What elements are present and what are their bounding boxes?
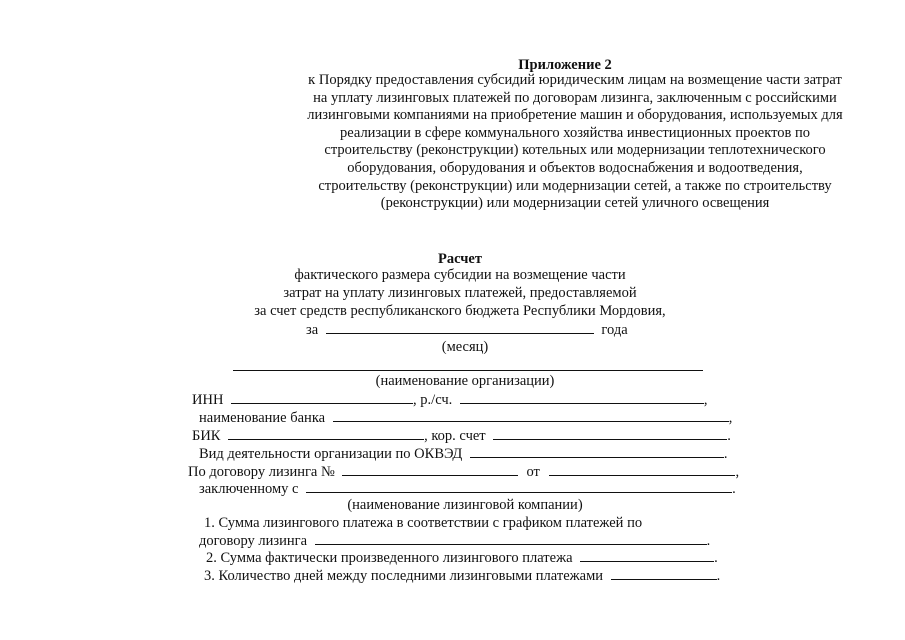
item-3-period: . — [716, 568, 721, 584]
leasing-company-field[interactable] — [306, 479, 732, 493]
annex-line: на уплату лизинговых платежей по договорам лизинга, заключенным с российскими — [313, 89, 837, 106]
month-caption: (месяц) — [441, 339, 489, 355]
okved-field[interactable] — [470, 444, 724, 458]
item-3-line — [204, 566, 720, 585]
period-suffix: года — [601, 322, 628, 338]
leasing-caption: (наименование лизинговой компании) — [347, 497, 583, 513]
period-line — [306, 320, 628, 339]
contract-line-comma: , — [735, 464, 740, 480]
calc-subtitle — [210, 266, 710, 320]
contract-label: По договору лизинга № — [188, 464, 335, 480]
contract-date-field[interactable] — [549, 462, 735, 476]
annex-line: строительству (реконструкции) котельных или модернизации теплотехнического — [324, 142, 826, 159]
org-caption: (наименование организации) — [375, 373, 555, 389]
inn-line — [192, 390, 708, 409]
annex-line: к Порядку предоставления субсидий юридическим лицам на возмещение части затрат — [308, 72, 842, 88]
annex-line: оборудования, оборудования и объектов водоснабжения и водоотведения, — [347, 159, 803, 176]
bank-label: наименование банка — [199, 410, 326, 426]
period-prefix: за — [306, 322, 319, 338]
calc-line: за счет средств республиканского бюджета Республики Мордовия, — [254, 303, 666, 319]
item-1-line-1: 1. Сумма лизингового платежа в соответствии с графиком платежей по — [204, 515, 643, 531]
actual-payment-field[interactable] — [580, 548, 714, 562]
bank-line-comma: , — [728, 410, 733, 426]
okved-line-period: . — [723, 446, 728, 462]
bik-field[interactable] — [228, 426, 424, 440]
okved-label: Вид деятельности организации по ОКВЭД — [199, 446, 463, 462]
item-2-line — [206, 548, 718, 567]
account-field[interactable] — [460, 390, 704, 404]
bank-line — [199, 408, 732, 427]
item-1-label: договору лизинга — [199, 533, 308, 549]
calc-line: фактического размера субсидии на возмещение части — [294, 267, 626, 283]
item-2-label: 2. Сумма фактически произведенного лизингового платежа — [206, 550, 573, 566]
corr-account-field[interactable] — [493, 426, 727, 440]
from-label: от — [526, 464, 540, 480]
item-2-period: . — [714, 550, 718, 566]
annex-line: лизинговыми компаниями на приобретение машин и оборудования, используемых для — [307, 107, 843, 124]
bik-line — [192, 426, 731, 445]
bik-line-period: . — [727, 428, 731, 444]
annex-reference — [272, 72, 878, 213]
concluded-label: заключенному с — [199, 481, 299, 497]
organization-name-field[interactable] — [233, 370, 703, 371]
annex-title: Приложение 2 — [518, 57, 612, 73]
okved-line — [199, 444, 727, 463]
annex-line: строительству (реконструкции) или модернизации сетей, а также по строительству — [318, 177, 832, 194]
item-1-period: . — [706, 533, 711, 549]
inn-line-comma: , — [703, 392, 708, 408]
calc-title: Расчет — [438, 251, 482, 267]
inn-label: ИНН — [192, 392, 224, 408]
concluded-line-period: . — [732, 481, 736, 497]
account-label: , р./сч. — [413, 392, 453, 408]
item-3-label: 3. Количество дней между последними лизинговыми платежами — [204, 568, 604, 584]
corr-label: , кор. счет — [424, 428, 486, 444]
annex-line: реализации в сфере коммунального хозяйства инвестиционных проектов по — [340, 124, 810, 141]
period-month-field[interactable] — [326, 320, 594, 334]
days-between-payments-field[interactable] — [611, 566, 717, 580]
bik-label: БИК — [192, 428, 221, 444]
bank-name-field[interactable] — [333, 408, 729, 422]
annex-line: (реконструкции) или модернизации сетей уличного освещения — [380, 195, 770, 212]
leasing-payment-schedule-field[interactable] — [315, 531, 707, 545]
inn-field[interactable] — [231, 390, 413, 404]
calc-line: затрат на уплату лизинговых платежей, предоставляемой — [283, 285, 637, 301]
contract-number-field[interactable] — [342, 462, 518, 476]
